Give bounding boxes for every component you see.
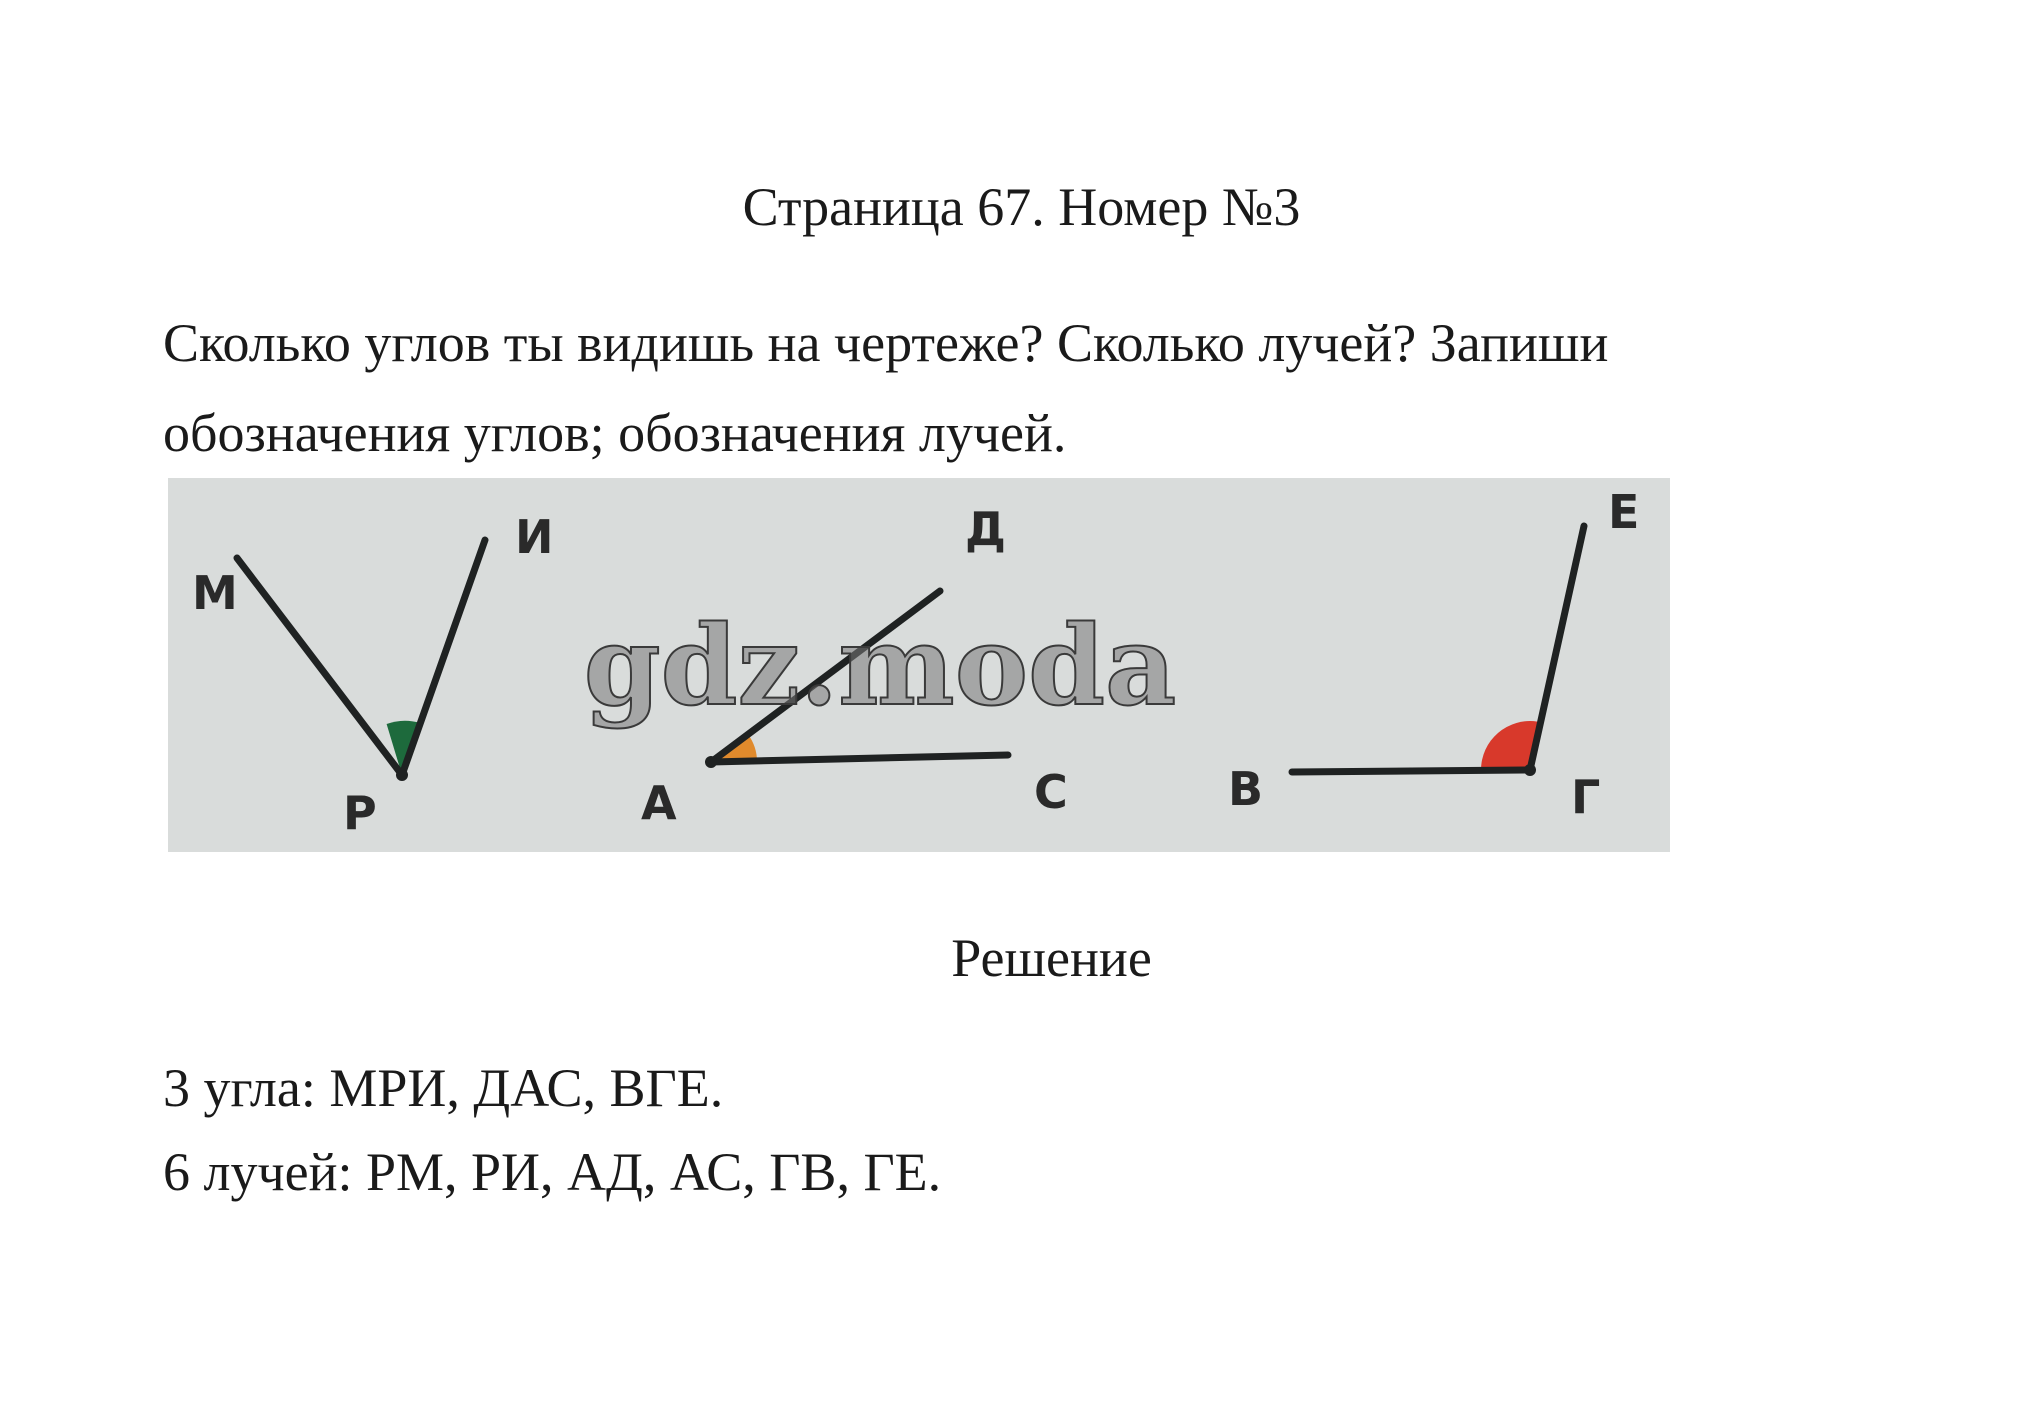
task-text: Сколько углов ты видишь на чертеже? Сколько лучей? Запиши обозначения углов; обозначения лучей. — [163, 313, 1609, 463]
page-title: Страница 67. Номер №3 — [742, 177, 1301, 237]
answer-angles: 3 угла: МРИ, ДАС, ВГЕ. — [163, 1058, 724, 1118]
label-e: Е — [1608, 485, 1640, 539]
label-m: М — [192, 566, 238, 620]
point-p — [396, 769, 408, 781]
solution-title: Решение — [951, 928, 1152, 988]
point-a — [705, 756, 717, 768]
label-g: Г — [1571, 770, 1601, 824]
answer-rays: 6 лучей: РМ, РИ, АД, АС, ГВ, ГЕ. — [163, 1142, 942, 1202]
angles-drawing — [168, 478, 1670, 852]
label-c: С — [1034, 765, 1068, 819]
ray-gv — [1292, 770, 1530, 772]
label-b: В — [1228, 762, 1264, 816]
label-p: Р — [343, 786, 377, 840]
label-a: А — [641, 776, 677, 830]
watermark: gdz.moda — [583, 601, 1177, 730]
angles-figure — [168, 478, 1670, 852]
label-i: И — [515, 510, 554, 564]
point-g — [1524, 764, 1536, 776]
label-d: Д — [965, 502, 1006, 556]
